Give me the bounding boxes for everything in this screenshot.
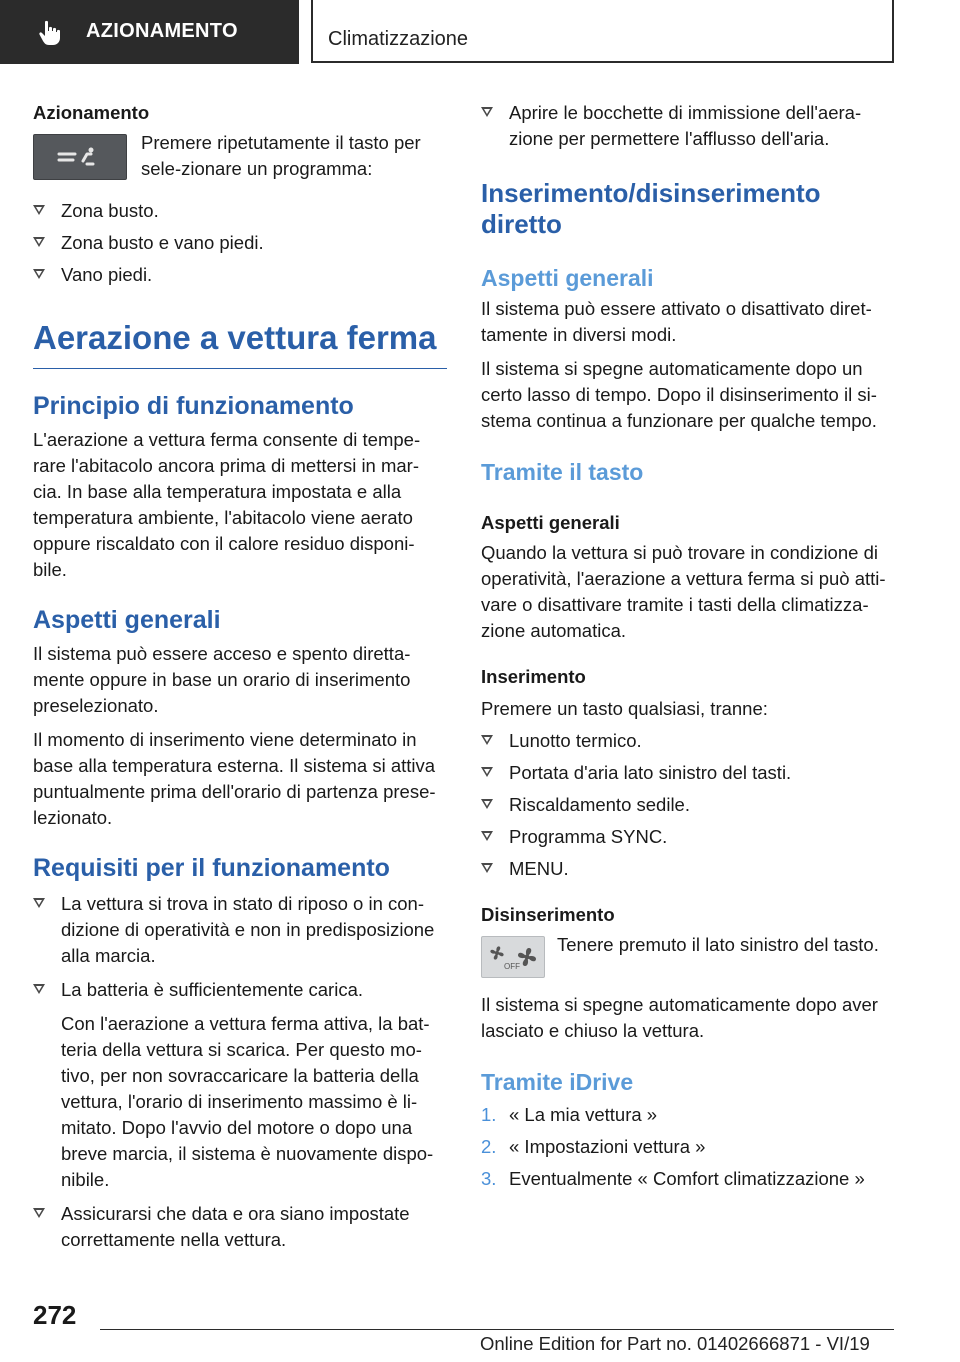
triangle-bullet-icon [481,799,493,809]
list-item: Programma SYNC. [481,824,895,850]
triangle-bullet-icon [33,237,45,247]
fan-off-button-image [481,936,545,978]
page-section-title: Aerazione a vettura ferma [33,318,447,369]
except-list [481,728,895,882]
triangle-bullet-icon [481,863,493,873]
aspetti-text-2: Il momento di inserimento viene determinato in base alla temperatura esterna. Il sistema si attiva puntualmente prima dell'orario di partenza prese-lezionato. [33,729,436,828]
chapter-title: Climatizzazione [328,28,469,50]
footer-divider [100,1329,894,1330]
inserimento-text: Premere un tasto qualsiasi, tranne: [481,698,768,719]
step-number: 1. [481,1104,497,1125]
program-list [33,198,447,288]
step-number: 3. [481,1168,497,1189]
list-item: MENU. [481,856,895,882]
requisiti-list [33,891,447,1253]
triangle-bullet-icon [481,831,493,841]
right-aspetti-text-2: Il sistema si spegne automaticamente dopo un certo lasso di tempo. Dopo il disinserimento il si-stema continua a funzionare per qualche tempo. [481,358,877,431]
triangle-bullet-icon [481,767,493,777]
list-item: Aprire le bocchette di immissione dell'aera-zione per permettere l'afflusso dell'aria. [481,100,895,152]
principio-text: L'aerazione a vettura ferma consente di tempe-rare l'abitacolo ancora prima di mettersi in mar-cia. In base alla temperatura impostata e alla temperatura ambiente, l'abitacolo viene aerato oppure riscaldato con il calore residuo disponi-bile. [33,429,421,580]
list-item: 1. « La mia vettura » [481,1102,895,1128]
tasto-title: Tramite il tasto [481,459,644,485]
off-label: OFF [504,962,520,971]
azionamento-row [33,130,447,182]
list-item: Riscaldamento sedile. [481,792,895,818]
requisiti-title: Requisiti per il funzionamento [33,854,390,882]
triangle-bullet-icon [33,269,45,279]
air-distribution-button-image [33,134,127,180]
azionamento-text: Premere ripetutamente il tasto per sele-zionare un programma: [141,132,421,179]
page-number: 272 [33,1300,77,1330]
right-aspetti-title: Aspetti generali [481,265,654,291]
tasto-aspetti-text: Quando la vettura si può trovare in condizione di operatività, l'aerazione a vettura ferma si può atti-vare o disattivare tramite i tasti della climatizza-zione automatica. [481,542,886,641]
triangle-bullet-icon [33,898,45,908]
hand-pointer-icon [36,19,64,47]
list-item: 3. Eventualmente « Comfort climatizzazione » [481,1166,895,1192]
list-item: Zona busto. [33,198,447,224]
list-item: Zona busto e vano piedi. [33,230,447,256]
triangle-bullet-icon [33,1208,45,1218]
right-column [481,100,895,1192]
triangle-bullet-icon [481,735,493,745]
section-tab [0,0,299,64]
section-tab-label: AZIONAMENTO [86,20,238,42]
azionamento-heading: Azionamento [33,102,150,123]
step-number: 2. [481,1136,497,1157]
diretto-title: Inserimento/disinserimento diretto [481,178,821,239]
aspetti-text-1: Il sistema può essere acceso e spento diretta-mente oppure in base un orario di inserimento preselezionato. [33,643,411,716]
fan-off-icon [485,942,541,972]
disinserimento-text: Tenere premuto il lato sinistro del tasto. [557,934,879,955]
idrive-title: Tramite iDrive [481,1069,634,1095]
air-distribution-icon [53,145,107,169]
principio-title: Principio di funzionamento [33,392,354,420]
list-item: Assicurarsi che data e ora siano impostate correttamente nella vettura. [33,1201,447,1253]
inserimento-heading: Inserimento [481,666,586,687]
triangle-bullet-icon [33,205,45,215]
list-item: Vano piedi. [33,262,447,288]
left-column [33,100,447,1253]
triangle-bullet-icon [33,984,45,994]
idrive-steps [481,1102,895,1192]
edition-text: Online Edition for Part no. 01402666871 - VI/19 [480,1333,870,1354]
list-item: Lunotto termico. [481,728,895,754]
spegne-text: Il sistema si spegne automaticamente dopo aver lasciato e chiuso la vettura. [481,994,878,1041]
triangle-bullet-icon [481,107,493,117]
chapter-header [311,0,894,63]
disinserimento-heading: Disinserimento [481,904,615,925]
bocchette-list [481,100,895,152]
list-item: La vettura si trova in stato di riposo o in con-dizione di operatività e non in predisposizione alla marcia. [33,891,447,969]
list-item: La batteria è sufficientemente carica. Con l'aerazione a vettura ferma attiva, la bat-teria della vettura si scarica. Per questo mo-tivo, per non sovraccaricare la batteria della vettura, l'orario di inserimento massimo è li-mitato. Dopo l'avvio del motore o dopo una breve marcia, il sistema è nuovamente dispo-nibile. [33,977,447,1193]
tasto-aspetti-heading: Aspetti generali [481,512,620,533]
battery-note: Con l'aerazione a vettura ferma attiva, la bat-teria della vettura si scarica. Per questo mo-tivo, per non sovraccaricare la batteria della vettura, l'orario di inserimento massimo è li-mitato. Dopo l'avvio del motore o dopo una breve marcia, il sistema è nuovamente dispo-nibile. [61,1013,434,1190]
right-aspetti-text-1: Il sistema può essere attivato o disattivato diret-tamente in diversi modi. [481,298,872,345]
aspetti-title: Aspetti generali [33,606,221,634]
list-item: Portata d'aria lato sinistro del tasti. [481,760,895,786]
list-item: 2. « Impostazioni vettura » [481,1134,895,1160]
disinserimento-row [481,932,895,978]
